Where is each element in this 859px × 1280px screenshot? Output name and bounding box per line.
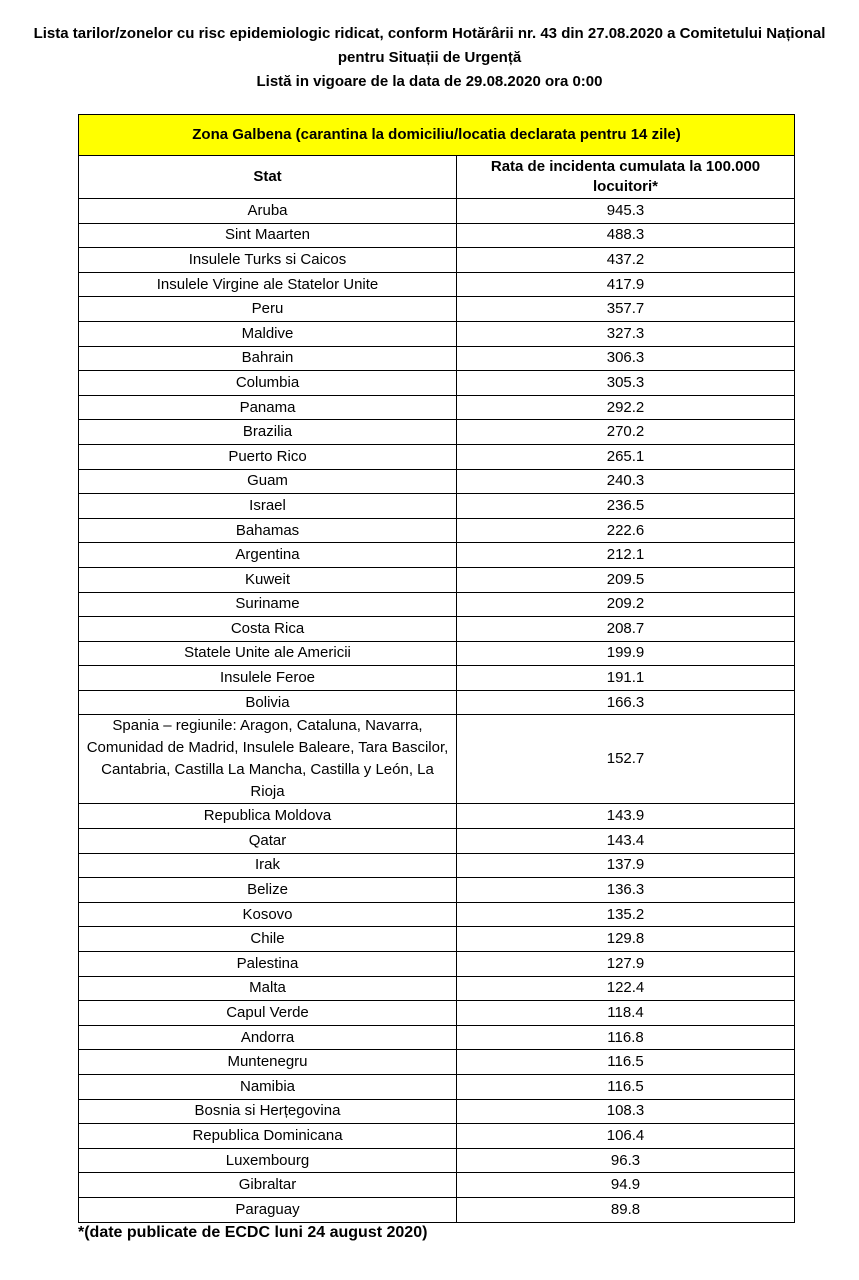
country-cell: Kosovo xyxy=(79,902,457,927)
country-cell: Brazilia xyxy=(79,420,457,445)
country-cell: Capul Verde xyxy=(79,1001,457,1026)
country-cell: Insulele Virgine ale Statelor Unite xyxy=(79,272,457,297)
incidence-cell: 305.3 xyxy=(457,371,795,396)
column-header-stat: Stat xyxy=(79,156,457,199)
incidence-cell: 89.8 xyxy=(457,1197,795,1222)
table-row xyxy=(79,567,795,592)
country-cell: Malta xyxy=(79,976,457,1001)
table-row xyxy=(79,199,795,224)
table-row xyxy=(79,297,795,322)
country-cell: Guam xyxy=(79,469,457,494)
incidence-cell: 265.1 xyxy=(457,444,795,469)
table-row xyxy=(79,1197,795,1222)
incidence-cell: 417.9 xyxy=(457,272,795,297)
table-row xyxy=(79,1001,795,1026)
table-row xyxy=(79,371,795,396)
table-row xyxy=(79,469,795,494)
table-row xyxy=(79,804,795,829)
table-row xyxy=(79,1099,795,1124)
country-cell: Muntenegru xyxy=(79,1050,457,1075)
country-cell: Republica Moldova xyxy=(79,804,457,829)
country-cell: Irak xyxy=(79,853,457,878)
table-row xyxy=(79,272,795,297)
table-row xyxy=(79,952,795,977)
zone-title: Zona Galbena (carantina la domiciliu/locatia declarata pentru 14 zile) xyxy=(79,115,795,156)
table-row xyxy=(79,690,795,715)
country-cell: Bosnia si Herțegovina xyxy=(79,1099,457,1124)
table-row xyxy=(79,494,795,519)
table-row xyxy=(79,1075,795,1100)
incidence-cell: 212.1 xyxy=(457,543,795,568)
table-row xyxy=(79,976,795,1001)
table-row xyxy=(79,853,795,878)
table-row xyxy=(79,420,795,445)
table-row xyxy=(79,829,795,854)
country-cell: Namibia xyxy=(79,1075,457,1100)
incidence-cell: 208.7 xyxy=(457,617,795,642)
country-cell: Qatar xyxy=(79,829,457,854)
incidence-cell: 116.5 xyxy=(457,1075,795,1100)
header-validity-line: Listă in vigoare de la data de 29.08.2020 ora 0:00 xyxy=(256,73,603,90)
incidence-cell: 116.5 xyxy=(457,1050,795,1075)
table-row xyxy=(79,346,795,371)
country-cell: Chile xyxy=(79,927,457,952)
incidence-cell: 306.3 xyxy=(457,346,795,371)
table-row xyxy=(79,1025,795,1050)
table-row xyxy=(79,321,795,346)
incidence-cell: 327.3 xyxy=(457,321,795,346)
zone-title-row xyxy=(79,115,795,156)
country-cell: Puerto Rico xyxy=(79,444,457,469)
country-cell: Kuweit xyxy=(79,567,457,592)
incidence-cell: 108.3 xyxy=(457,1099,795,1124)
table-row xyxy=(79,248,795,273)
country-cell: Suriname xyxy=(79,592,457,617)
table-row xyxy=(79,1050,795,1075)
country-cell: Argentina xyxy=(79,543,457,568)
incidence-cell: 222.6 xyxy=(457,518,795,543)
incidence-cell: 129.8 xyxy=(457,927,795,952)
footnote: *(date publicate de ECDC luni 24 august 2020) xyxy=(78,1224,428,1241)
table-row xyxy=(79,878,795,903)
country-cell: Statele Unite ale Americii xyxy=(79,641,457,666)
country-cell: Palestina xyxy=(79,952,457,977)
country-cell: Bolivia xyxy=(79,690,457,715)
incidence-cell: 488.3 xyxy=(457,223,795,248)
incidence-cell: 199.9 xyxy=(457,641,795,666)
country-cell: Columbia xyxy=(79,371,457,396)
country-cell: Israel xyxy=(79,494,457,519)
country-cell: Insulele Feroe xyxy=(79,666,457,691)
incidence-cell: 270.2 xyxy=(457,420,795,445)
table-row xyxy=(79,395,795,420)
incidence-cell: 96.3 xyxy=(457,1148,795,1173)
country-cell: Peru xyxy=(79,297,457,322)
table-row xyxy=(79,641,795,666)
incidence-cell: 209.2 xyxy=(457,592,795,617)
incidence-cell: 437.2 xyxy=(457,248,795,273)
table-row xyxy=(79,1124,795,1149)
header-title-line2: pentru Situații de Urgență xyxy=(337,49,522,66)
country-cell: Spania – regiunile: Aragon, Cataluna, Navarra, Comunidad de Madrid, Insulele Baleare, Tara Bascilor, Cantabria, Castilla La Mancha, Castilla y León, La Rioja xyxy=(79,715,457,804)
table-row xyxy=(79,902,795,927)
incidence-cell: 240.3 xyxy=(457,469,795,494)
incidence-cell: 116.8 xyxy=(457,1025,795,1050)
incidence-cell: 135.2 xyxy=(457,902,795,927)
country-cell: Insulele Turks si Caicos xyxy=(79,248,457,273)
column-header-incidence: Rata de incidenta cumulata la 100.000 locuitori* xyxy=(457,156,795,199)
country-cell: Andorra xyxy=(79,1025,457,1050)
table-row xyxy=(79,444,795,469)
incidence-cell: 143.4 xyxy=(457,829,795,854)
country-cell: Maldive xyxy=(79,321,457,346)
header-title-line1: Lista tarilor/zonelor cu risc epidemiologic ridicat, conform Hotărârii nr. 43 din 27.08.2020 a Comitetului Național xyxy=(33,25,826,42)
incidence-cell: 152.7 xyxy=(457,715,795,804)
table-row xyxy=(79,543,795,568)
country-cell: Belize xyxy=(79,878,457,903)
country-cell: Aruba xyxy=(79,199,457,224)
column-header-row xyxy=(79,156,795,199)
country-cell: Costa Rica xyxy=(79,617,457,642)
table-row xyxy=(79,617,795,642)
country-cell: Sint Maarten xyxy=(79,223,457,248)
incidence-cell: 137.9 xyxy=(457,853,795,878)
incidence-cell: 166.3 xyxy=(457,690,795,715)
document-header xyxy=(0,22,859,94)
incidence-cell: 94.9 xyxy=(457,1173,795,1198)
table-row xyxy=(79,1173,795,1198)
country-cell: Paraguay xyxy=(79,1197,457,1222)
country-cell: Gibraltar xyxy=(79,1173,457,1198)
incidence-cell: 106.4 xyxy=(457,1124,795,1149)
table-row xyxy=(79,715,795,804)
country-cell: Panama xyxy=(79,395,457,420)
table-row xyxy=(79,592,795,617)
table-row xyxy=(79,1148,795,1173)
country-cell: Bahrain xyxy=(79,346,457,371)
country-cell: Luxembourg xyxy=(79,1148,457,1173)
country-cell: Republica Dominicana xyxy=(79,1124,457,1149)
incidence-cell: 945.3 xyxy=(457,199,795,224)
yellow-zone-table xyxy=(78,114,795,1223)
table-row xyxy=(79,518,795,543)
incidence-cell: 357.7 xyxy=(457,297,795,322)
table-row xyxy=(79,223,795,248)
incidence-cell: 143.9 xyxy=(457,804,795,829)
incidence-cell: 191.1 xyxy=(457,666,795,691)
table-row xyxy=(79,666,795,691)
incidence-cell: 127.9 xyxy=(457,952,795,977)
table-row xyxy=(79,927,795,952)
incidence-cell: 118.4 xyxy=(457,1001,795,1026)
incidence-cell: 209.5 xyxy=(457,567,795,592)
incidence-cell: 292.2 xyxy=(457,395,795,420)
country-cell: Bahamas xyxy=(79,518,457,543)
incidence-cell: 136.3 xyxy=(457,878,795,903)
incidence-cell: 122.4 xyxy=(457,976,795,1001)
incidence-cell: 236.5 xyxy=(457,494,795,519)
